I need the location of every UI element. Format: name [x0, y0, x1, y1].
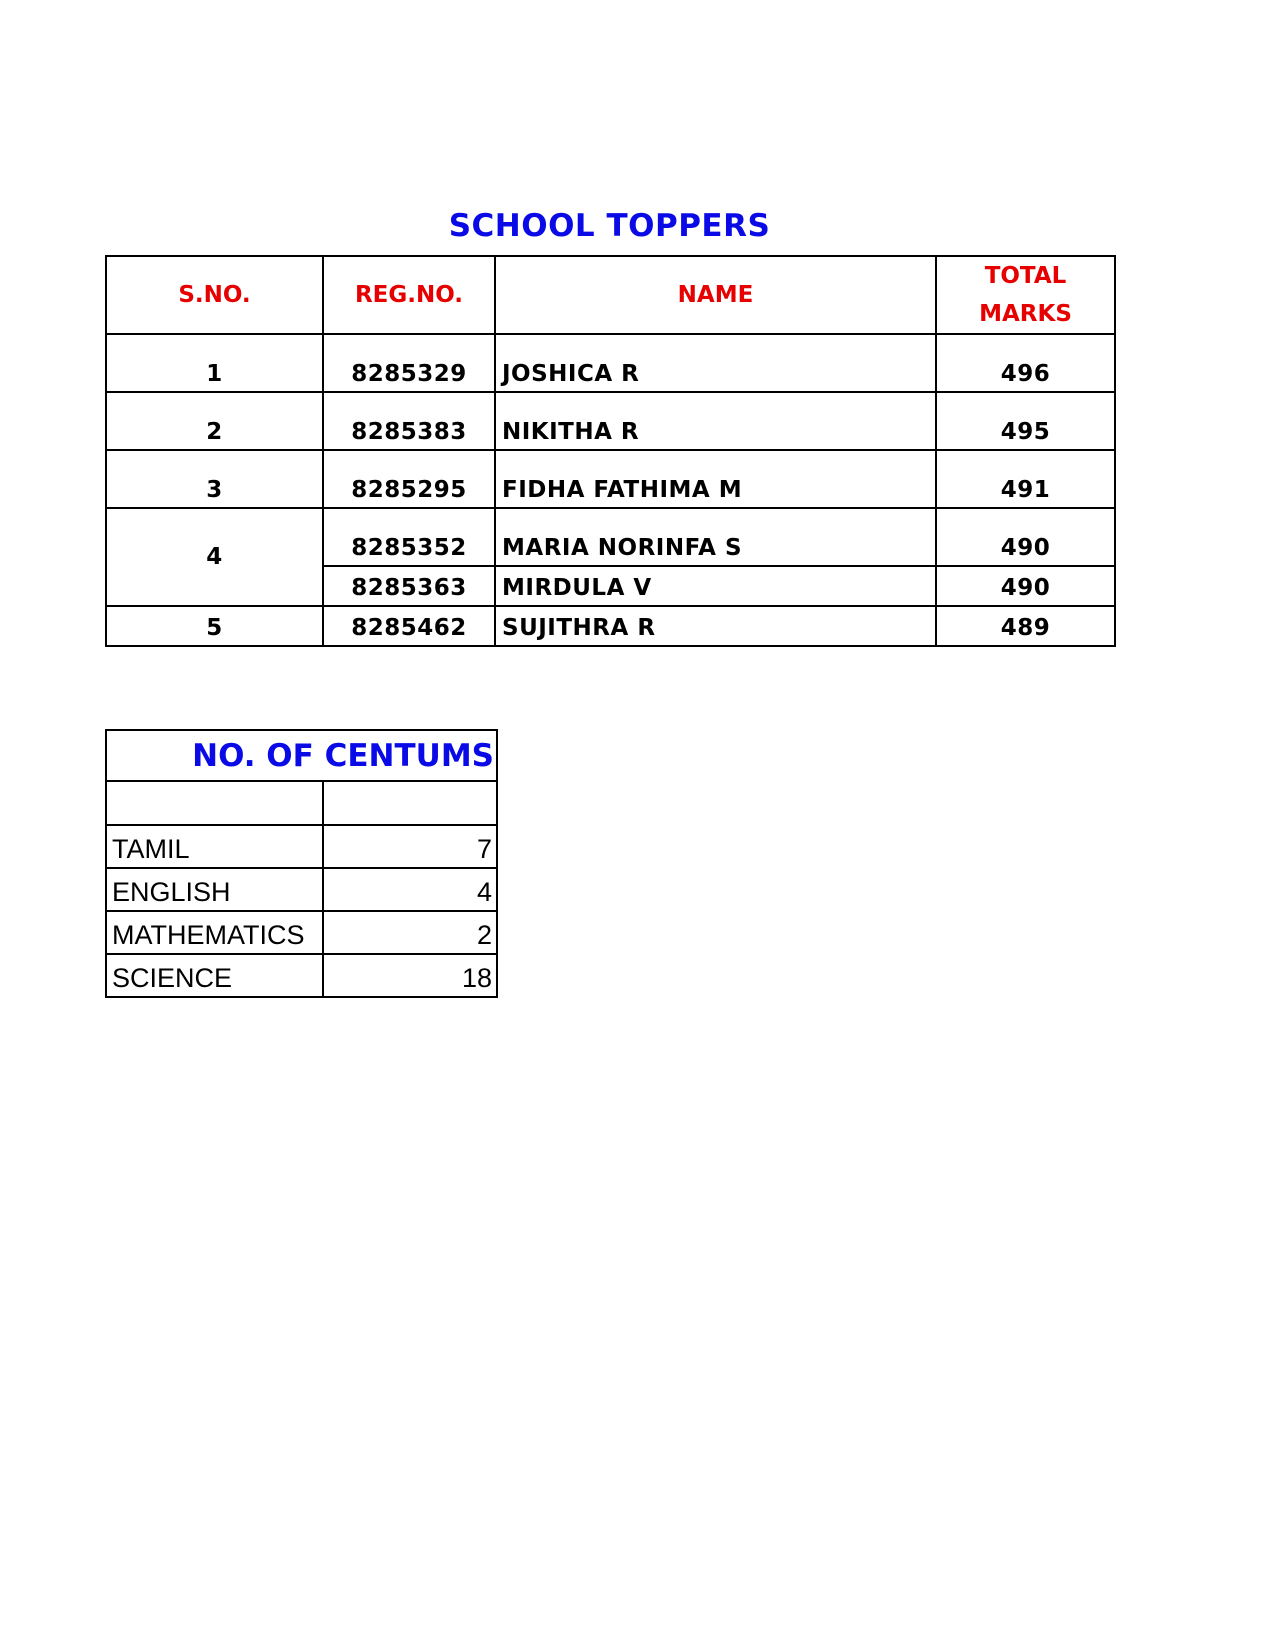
cell-reg-no: 8285363: [323, 566, 495, 606]
cell-sno: 2: [106, 392, 323, 450]
centums-title-row: [106, 730, 497, 781]
cell-reg-no: 8285462: [323, 606, 495, 646]
subject-cell: TAMIL: [106, 825, 323, 868]
table-header-row: [106, 256, 1115, 334]
cell-reg-no: 8285295: [323, 450, 495, 508]
header-sno: S.NO.: [106, 256, 323, 334]
header-name: NAME: [495, 256, 936, 334]
cell-name: MARIA NORINFA S: [495, 508, 936, 566]
blank-cell: [323, 781, 497, 825]
table-row: [106, 450, 1115, 508]
subject-cell: ENGLISH: [106, 868, 323, 911]
list-item: [106, 954, 497, 997]
table-row: [106, 606, 1115, 646]
header-total-marks-line2: MARKS: [979, 301, 1072, 327]
cell-name: FIDHA FATHIMA M: [495, 450, 936, 508]
subject-cell: MATHEMATICS: [106, 911, 323, 954]
cell-sno: 5: [106, 606, 323, 646]
count-cell: 7: [323, 825, 497, 868]
cell-total-marks: 489: [936, 606, 1115, 646]
cell-sno: 4: [106, 508, 323, 606]
page-title: SCHOOL TOPPERS: [448, 208, 771, 244]
list-item: [106, 911, 497, 954]
cell-name: MIRDULA V: [495, 566, 936, 606]
header-reg-no: REG.NO.: [323, 256, 495, 334]
cell-sno: 1: [106, 334, 323, 392]
header-total-marks: [936, 256, 1115, 334]
count-cell: 4: [323, 868, 497, 911]
cell-name: NIKITHA R: [495, 392, 936, 450]
cell-name: SUJITHRA R: [495, 606, 936, 646]
header-total-marks-line1: TOTAL: [984, 263, 1067, 289]
subject-cell: SCIENCE: [106, 954, 323, 997]
list-item: [106, 868, 497, 911]
table-row: [106, 392, 1115, 450]
centums-table: [105, 729, 498, 998]
cell-reg-no: 8285352: [323, 508, 495, 566]
table-row: [106, 334, 1115, 392]
cell-reg-no: 8285383: [323, 392, 495, 450]
cell-name: JOSHICA R: [495, 334, 936, 392]
blank-cell: [106, 781, 323, 825]
centums-blank-row: [106, 781, 497, 825]
cell-total-marks: 495: [936, 392, 1115, 450]
count-cell: 2: [323, 911, 497, 954]
toppers-table: [105, 255, 1116, 647]
cell-sno: 3: [106, 450, 323, 508]
cell-reg-no: 8285329: [323, 334, 495, 392]
cell-total-marks: 496: [936, 334, 1115, 392]
cell-total-marks: 491: [936, 450, 1115, 508]
count-cell: 18: [323, 954, 497, 997]
list-item: [106, 825, 497, 868]
cell-total-marks: 490: [936, 508, 1115, 566]
cell-total-marks: 490: [936, 566, 1115, 606]
centums-title: NO. OF CENTUMS: [106, 730, 497, 781]
table-row: [106, 508, 1115, 566]
